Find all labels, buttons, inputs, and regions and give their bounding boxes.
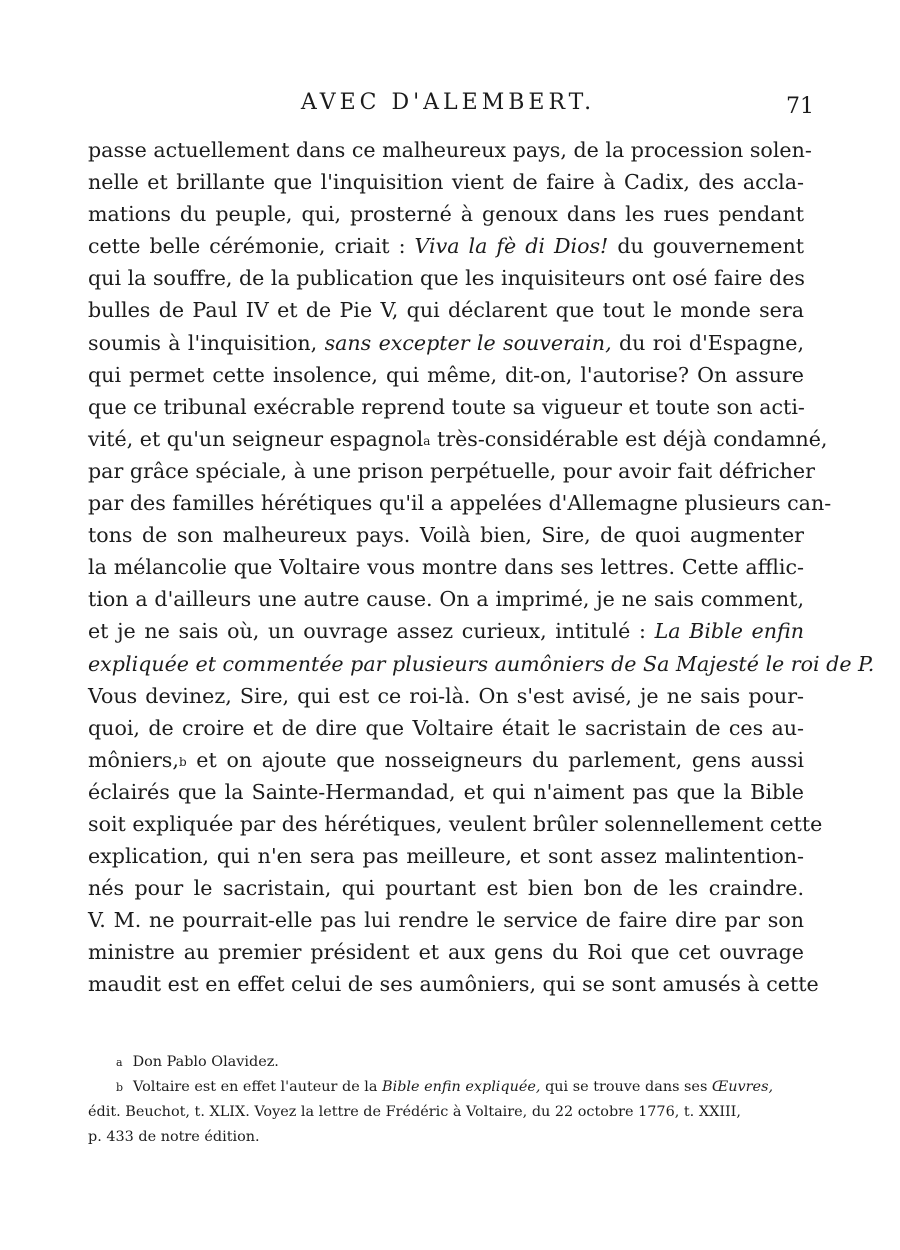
text-line: quoi, de croire et de dire que Voltaire était le sacristain de ces au- [88,715,804,740]
footnote-text: qui se trouve dans ses [540,1079,712,1095]
text-segment: vité, et qu'un seigneur espagnol [88,426,424,451]
text-line [88,327,804,359]
text-line: nés pour le sacristain, qui pourtant est bien bon de les craindre. [88,876,804,901]
text-line: que ce tribunal exécrable reprend toute sa vigueur et toute son acti- [88,394,805,419]
footnote-a [88,1050,804,1075]
text-segment: soumis à l'inquisition, [88,330,325,355]
italic-title: La Bible enfin [654,619,805,644]
text-segment: du gouvernement [608,234,804,259]
text-line: Vous devinez, Sire, qui est ce roi-là. On s'est avisé, je ne sais pour- [88,683,804,708]
text-line [88,423,828,455]
footnote-italic: Œuvres, [711,1079,774,1095]
text-line [88,230,804,262]
footnote-b-continued: p. 433 de notre édition. [88,1129,260,1145]
text-segment: cette belle cérémonie, criait : [88,234,415,259]
text-line: bulles de Paul IV et de Pie V, qui déclarent que tout le monde sera [88,298,804,323]
text-segment: très-considérable est déjà condamné, [430,426,828,451]
footnote-italic: Bible enfin expliquée, [382,1079,541,1095]
page-header [88,90,814,124]
text-segment: et je ne sais où, un ouvrage assez curieux, intitulé : [88,619,655,644]
text-line: tion a d'ailleurs une autre cause. On a imprimé, je ne sais comment, [88,587,804,612]
text-segment: môniers, [88,747,179,772]
footnote-b-continued: édit. Beuchot, t. XLIX. Voyez la lettre de Frédéric à Voltaire, du 22 octobre 1776, t. XXIII, [88,1104,741,1120]
italic-quote: Viva la fè di Dios! [414,234,609,259]
text-line: qui la souffre, de la publication que les inquisiteurs ont osé faire des [88,266,805,291]
text-line-italic-title: expliquée et commentée par plusieurs aumôniers de Sa Majesté le roi de P. [88,651,875,676]
text-line: éclairés que la Sainte-Hermandad, et qui n'aiment pas que la Bible [88,779,804,804]
text-line: tons de son malheureux pays. Voilà bien, Sire, de quoi augmenter [88,523,804,548]
text-line: nelle et brillante que l'inquisition vient de faire à Cadix, des accla- [88,170,804,195]
text-line: qui permet cette insolence, qui même, dit-on, l'autorise? On assure [88,362,804,387]
text-line: la mélancolie que Voltaire vous montre dans ses lettres. Cette afflic- [88,555,804,580]
text-line: par grâce spéciale, à une prison perpétuelle, pour avoir fait défricher [88,458,815,483]
italic-phrase: sans excepter le souverain, [324,330,612,355]
footnote-mark: a [116,1056,123,1069]
text-segment: du roi d'Espagne, [611,330,804,355]
footnote-text: Don Pablo Olavidez. [132,1054,279,1070]
footnote-ref-b[interactable]: b [178,754,187,769]
footnote-b [88,1075,804,1100]
text-line: maudit est en effet celui de ses aumôniers, qui se sont amusés à cette [88,972,819,997]
footnotes [88,1050,804,1150]
page-number: 71 [786,94,814,119]
text-line [88,615,804,647]
running-title: AVEC D'ALEMBERT. [300,90,596,115]
text-line [88,744,804,776]
text-line: par des familles hérétiques qu'il a appelées d'Allemagne plusieurs can- [88,491,832,516]
text-line: V. M. ne pourrait-elle pas lui rendre le service de faire dire par son [88,908,804,933]
text-line: passe actuellement dans ce malheureux pays, de la procession solen- [88,138,812,162]
footnote-text: Voltaire est en effet l'auteur de la [133,1079,383,1095]
text-line: ministre au premier président et aux gens du Roi que cet ouvrage [88,940,804,965]
footnote-ref-a[interactable]: a [423,433,431,448]
text-line: explication, qui n'en sera pas meilleure, et sont assez malintention- [88,844,804,869]
text-line: soit expliquée par des hérétiques, veulent brûler solennellement cette [88,811,823,836]
text-segment: et on ajoute que nosseigneurs du parlement, gens aussi [186,747,804,772]
footnote-mark: b [116,1081,124,1094]
main-text [88,134,875,1001]
text-line: mations du peuple, qui, prosterné à genoux dans les rues pendant [88,202,804,227]
